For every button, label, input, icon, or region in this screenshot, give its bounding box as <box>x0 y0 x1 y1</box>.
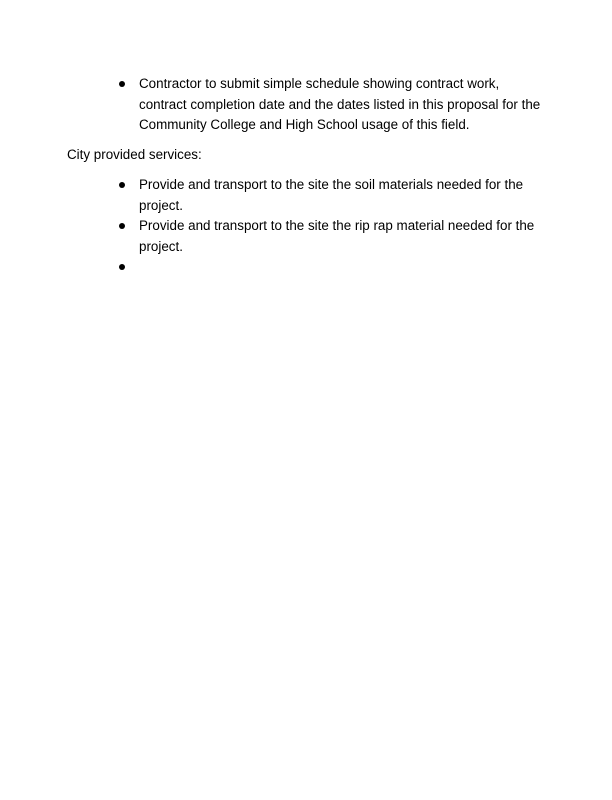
list-item-text: Contractor to submit simple schedule showing contract work, contract completion date and the dates listed in this proposal for the Community College and High School usage of this field. <box>139 76 541 132</box>
list-item <box>0 74 612 136</box>
bullet-icon <box>119 264 125 270</box>
contractor-requirements-list <box>0 74 612 136</box>
list-item-text: Provide and transport to the site the rip rap material needed for the project. <box>139 218 535 254</box>
empty-list-item <box>0 257 612 278</box>
bullet-icon <box>119 223 125 229</box>
list-item <box>0 216 612 257</box>
bullet-icon <box>119 182 125 188</box>
city-services-list <box>0 175 612 278</box>
bullet-icon <box>119 81 125 87</box>
list-item <box>0 175 612 216</box>
list-item-text: Provide and transport to the site the soil materials needed for the project. <box>139 177 524 213</box>
section-heading: City provided services: <box>67 147 202 162</box>
